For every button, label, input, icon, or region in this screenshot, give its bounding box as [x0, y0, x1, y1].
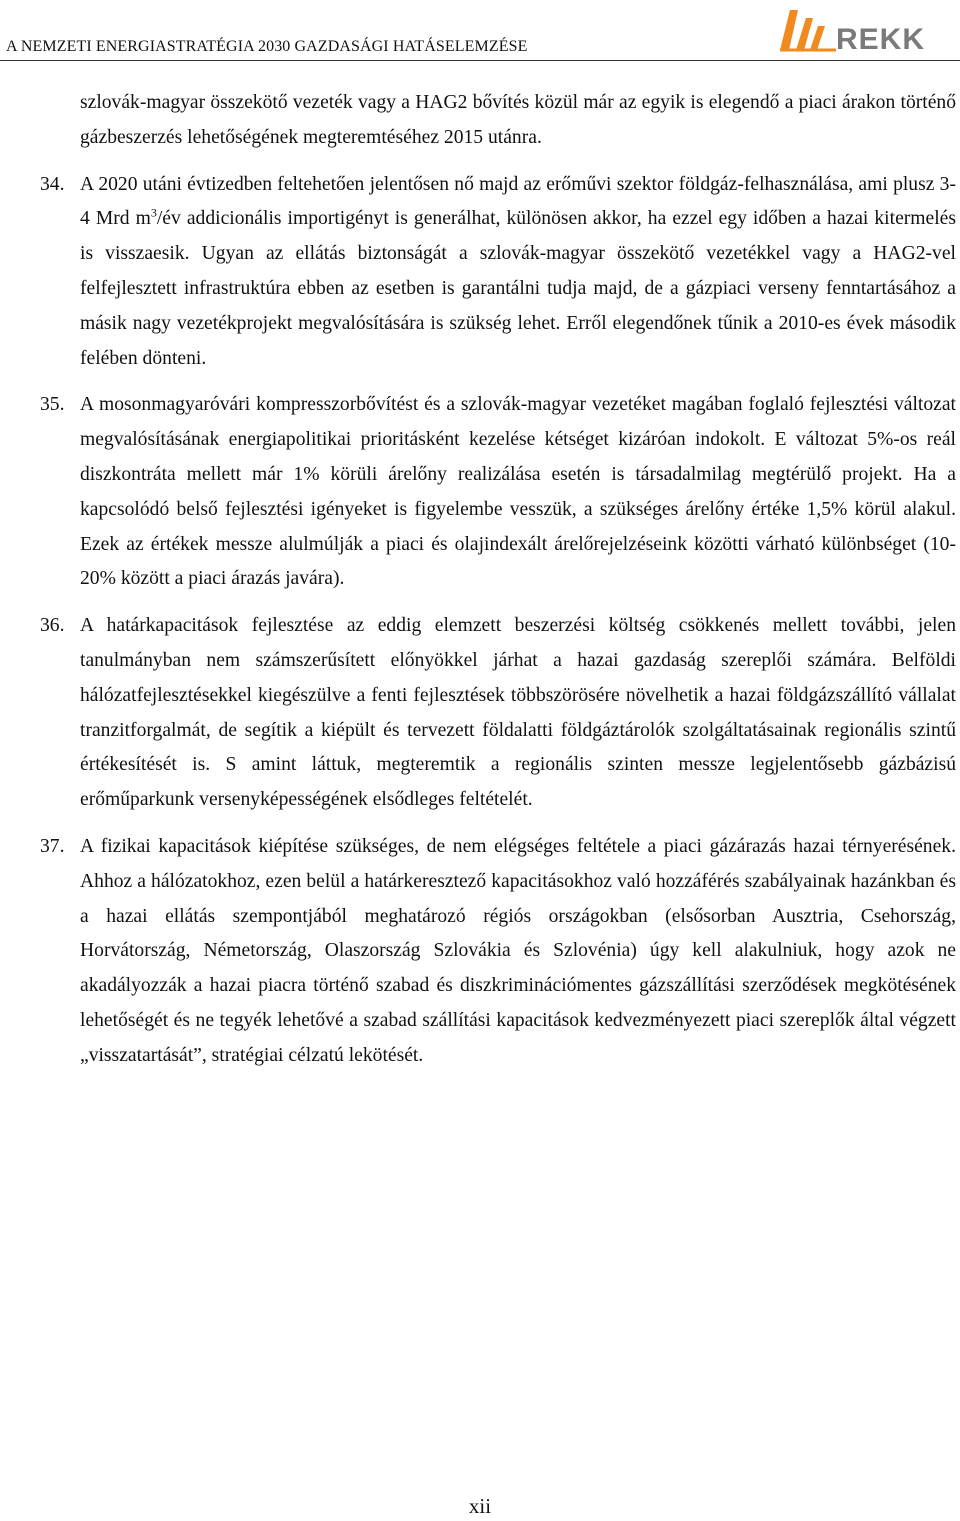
paragraph-number: 37.: [40, 835, 65, 857]
superscript: 3: [150, 205, 157, 220]
rekk-logo: [776, 4, 958, 56]
numbered-paragraph-34: [40, 168, 956, 377]
document-body: [40, 86, 956, 1074]
numbered-paragraph-35: [40, 388, 956, 597]
page-number: xii: [468, 1494, 492, 1518]
paragraph-text: A fizikai kapacitások kiépítése szükséges, de nem elégséges feltétele a piaci gázárazás hazai térnyerésének. Ahhoz a hálózatokhoz, ezen belül a határkeresztező kapacitásokhoz való hozzáférés szabályainak hazánkban és a hazai ellátás szempontjából meghatározó régiós országokban (elsősorban Ausztria, Csehország, Horvátország, Németország, Olaszország Szlovákia és Szlovénia) úgy kell alakulniuk, hogy azok ne akadályozzák a hazai piacra történő szabad és diszkriminációmentes gázszállítási szerződések megkötésének lehetőségét és ne tegyék lehetővé a szabad szállítási kapacitások kedvezményezett piaci szereplők által végzett „visszatartását”, stratégiai célzatú lekötését.: [80, 835, 956, 1066]
paragraph-number: 36.: [40, 615, 65, 637]
paragraph-text: A mosonmagyaróvári kompresszorbővítést és a szlovák-magyar vezetéket magában foglaló fejlesztési változat megvalósításának energiapolitikai prioritásként kezelése kétséget kizáróan indokolt. E változat 5%-os reál diszkontráta mellett már 1% körüli árelőny realizálása esetén is társadalmilag megtérülő projekt. Ha a kapcsolódó belső fejlesztési igényeket is figyelembe vesszük, a szükséges árelőny értéke 1,5% körül alakul. Ezek az értékek messze alulmúlják a piaci és olajindexált árelőrejelzéseink közötti várható különbséget (10-20% között a piaci árazás javára).: [80, 394, 956, 590]
continuation-paragraph: szlovák-magyar összekötő vezeték vagy a HAG2 bővítés közül már az egyik is elegendő a piaci árakon történő gázbeszerzés lehetőségének megteremtéséhez 2015 utánra.: [80, 92, 956, 148]
page-header: [0, 0, 960, 64]
header-divider: [0, 60, 960, 61]
paragraph-number: 34.: [40, 173, 65, 195]
numbered-paragraph-36: [40, 609, 956, 818]
paragraph-number: 35.: [40, 394, 65, 416]
paragraph-text: A határkapacitások fejlesztése az eddig elemzett beszerzési költség csökkenés mellett további, jelen tanulmányban nem számszerűsített előnyökkel járhat a hazai gazdaság szereplői számára. Belföldi hálózatfejlesztésekkel kiegészülve a fenti fejlesztések többszörösére növelhetik a hazai földgázszállító vállalat tranzitforgalmát, de segítik a kiépült és tervezett földalatti földgáztárolók szolgáltatásainak regionális szintű értékesítését is. S amint láttuk, megteremtik a regionális szinten messze legjelentősebb gázbázisú erőműparkunk versenyképességének elsődleges feltételét.: [80, 615, 956, 811]
paragraph-text: A 2020 utáni évtizedben feltehetően jelentősen nő majd az erőművi szektor földgáz-felhasználása, ami plusz 3-4 Mrd $m^3/év$ addicionális importigényt is generálhat, különösen akkor, ha ezzel egy időben a hazai kitermelés is visszaesik. Ugyan az ellátás biztonságát a szlovák-magyar összekötő vezetékkel vagy a HAG2-vel felfejlesztett infrastruktúra ebben az esetben is garantálni tudja majd, de a gázpiaci verseny fenntartásához a másik nagy vezetékprojekt megvalósítására is szükség lehet. Erről elegendőnek tűnik a 2010-es évek második felében dönteni.: [80, 173, 956, 369]
svg-text:REKK: REKK: [836, 23, 926, 56]
rekk-logo-flame-icon: [780, 10, 798, 50]
numbered-paragraph-37: [40, 830, 956, 1074]
document-title: A NEMZETI ENERGIASTRATÉGIA 2030 GAZDASÁGI HATÁSELEMZÉSE: [6, 38, 528, 55]
